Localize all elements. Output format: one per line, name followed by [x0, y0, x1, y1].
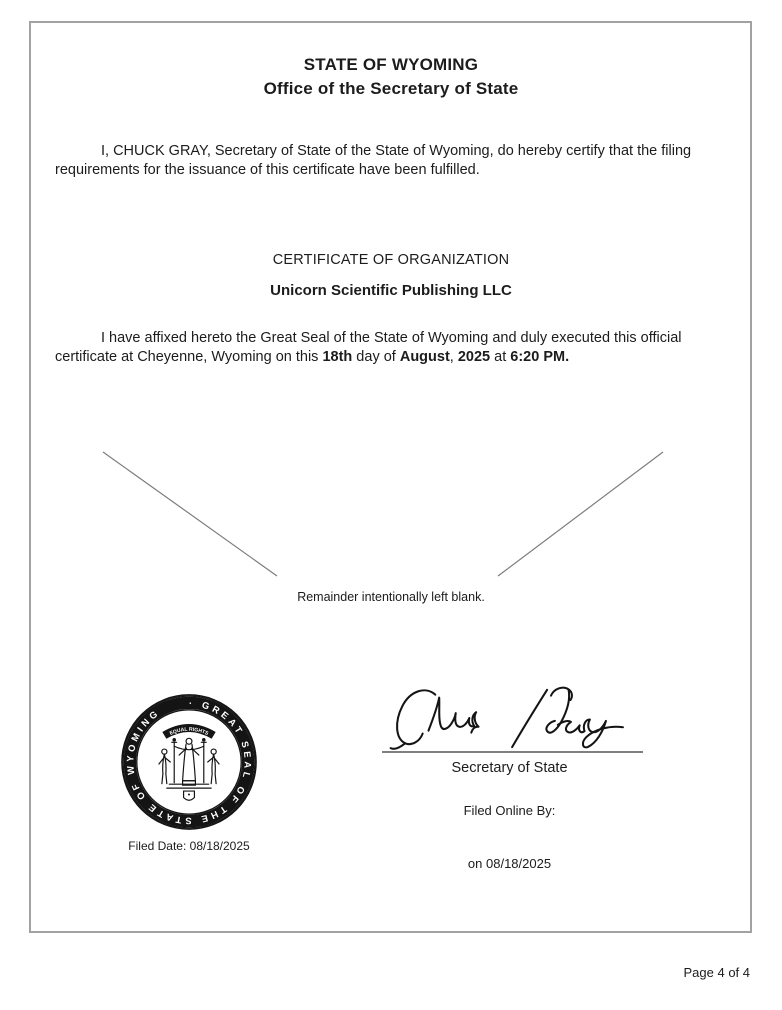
certificate-heading: CERTIFICATE OF ORGANIZATION: [272, 252, 510, 268]
secretary-signature: [378, 683, 654, 753]
blank-section-diagonal-lines: [100, 448, 666, 580]
filed-online-label: Filed Online By:: [463, 803, 556, 818]
execution-paragraph: I have affixed hereto the Great Seal of the State of Wyoming and duly executed this official certificate at Cheyenne, Wyoming on this 18th day of August, 2025 at 6:20 PM.: [55, 330, 682, 365]
filed-date-label: Filed Date: 08/18/2025: [128, 839, 250, 853]
remainder-note: Remainder intentionally left blank.: [297, 590, 485, 604]
signature-line: [382, 751, 643, 753]
page-indicator: Page 4 of 4: [683, 965, 750, 980]
signer-title: Secretary of State: [451, 760, 568, 776]
state-title: STATE OF WYOMING: [303, 55, 479, 74]
wyoming-great-seal-icon: [120, 693, 258, 831]
certification-paragraph: I, CHUCK GRAY, Secretary of State of the State of Wyoming, do hereby certify that the filing requirements for the issuance of this certificate have been fulfilled.: [55, 143, 692, 178]
filed-on-date: on 08/18/2025: [467, 856, 552, 871]
document-header: [0, 56, 782, 97]
right-diagonal-line: [498, 452, 663, 576]
left-diagonal-line: [103, 452, 277, 576]
seal-ring-text: · GREAT SEAL OF THE STATE OF WYOMING: [125, 698, 253, 826]
seal-banner-text: EQUAL RIGHTS: [168, 726, 210, 737]
office-subtitle: Office of the Secretary of State: [263, 79, 519, 98]
entity-name: Unicorn Scientific Publishing LLC: [270, 282, 512, 299]
